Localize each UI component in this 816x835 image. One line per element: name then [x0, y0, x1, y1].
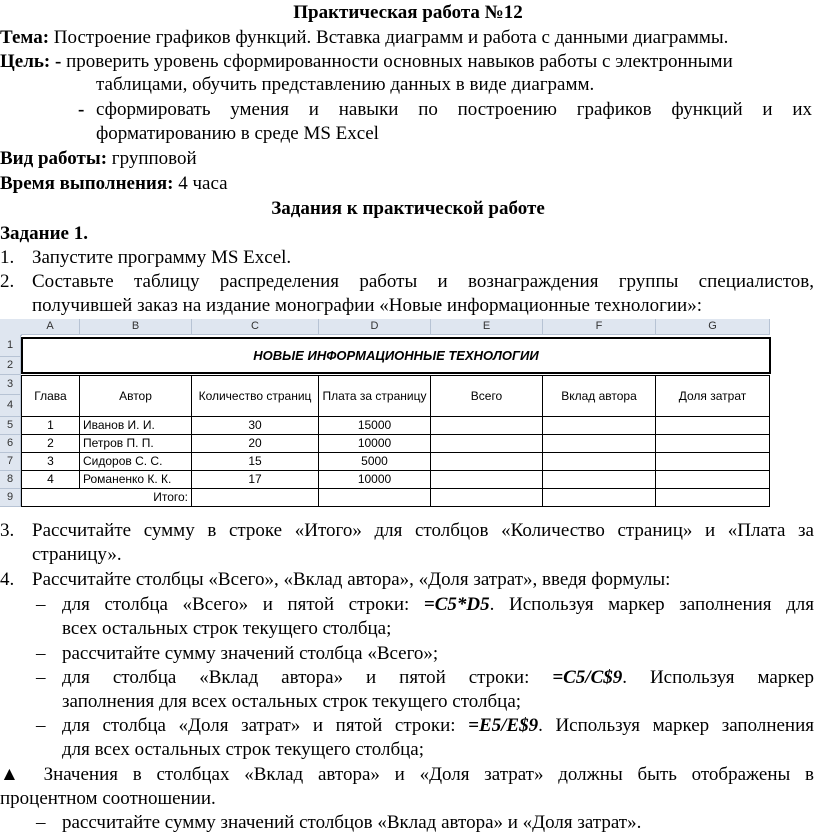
- column-header-e[interactable]: E: [431, 319, 543, 335]
- sub-text: . Используя маркер заполнения для: [489, 594, 815, 615]
- goal-dash-2: -: [78, 99, 85, 120]
- table-header-cell[interactable]: Глава: [21, 375, 80, 417]
- note-cont: процентном соотношении.: [0, 788, 216, 809]
- table-cell[interactable]: 15: [192, 453, 319, 471]
- column-header-a[interactable]: A: [21, 319, 80, 335]
- sub1-cont: всех остальных строк текущего столбца;: [62, 618, 392, 639]
- table-header-cell[interactable]: Плата за страницу: [319, 375, 431, 417]
- goal-dash: -: [50, 51, 67, 72]
- sub-text: для столбца «Вклад автора» и пятой строки:: [62, 667, 553, 688]
- doc-title: Практическая работа №12: [293, 2, 523, 23]
- task1-label: Задание 1.: [0, 223, 88, 244]
- total-label-cell[interactable]: Итого:: [21, 489, 192, 507]
- goal-label: Цель:: [0, 51, 51, 72]
- sub-item-text: рассчитайте сумму значений столбца «Всего»;: [62, 643, 439, 664]
- table-cell[interactable]: [656, 471, 770, 489]
- table-cell[interactable]: [431, 417, 543, 435]
- column-header-f[interactable]: F: [543, 319, 656, 335]
- row-header-7[interactable]: 7: [0, 453, 21, 471]
- table-cell[interactable]: 17: [192, 471, 319, 489]
- total-cell[interactable]: [319, 489, 431, 507]
- goal-text-2b: форматированию в среде MS Excel: [96, 123, 379, 144]
- time-label: Время выполнения:: [0, 173, 174, 194]
- column-header-b[interactable]: B: [80, 319, 192, 335]
- row-header-6[interactable]: 6: [0, 435, 21, 453]
- dash-marker: –: [36, 643, 46, 664]
- item-number: 1.: [0, 247, 15, 268]
- table-cell[interactable]: 4: [21, 471, 80, 489]
- dash-marker: –: [36, 667, 46, 688]
- table-cell[interactable]: [431, 471, 543, 489]
- sub-item-text: рассчитайте сумму значений столбцов «Вклад автора» и «Доля затрат».: [62, 812, 642, 833]
- time-value: 4 часа: [173, 173, 228, 194]
- row-header-8[interactable]: 8: [0, 471, 21, 489]
- row-header-5[interactable]: 5: [0, 417, 21, 435]
- worktype-value: групповой: [107, 148, 197, 169]
- table-cell[interactable]: [543, 453, 656, 471]
- sub-text: . Используя маркер заполнения: [538, 715, 814, 736]
- item-number: 4.: [0, 569, 15, 590]
- select-all-corner[interactable]: [0, 319, 22, 336]
- spreadsheet: [0, 319, 770, 516]
- total-cell[interactable]: [192, 489, 319, 507]
- sub-item-text: [62, 594, 814, 616]
- item-text: Рассчитайте сумму в строке «Итого» для столбцов «Количество страниц» и «Плата за: [32, 520, 814, 541]
- table-cell[interactable]: [543, 417, 656, 435]
- topic-label: Тема:: [0, 27, 50, 48]
- table-header-cell[interactable]: Количество страниц: [192, 375, 319, 417]
- table-title: НОВЫЕ ИНФОРМАЦИОННЫЕ ТЕХНОЛОГИИ: [21, 337, 771, 374]
- row-header-1[interactable]: 1: [0, 335, 21, 357]
- sub-text: . Используя маркер: [622, 667, 815, 688]
- table-cell[interactable]: 5000: [319, 453, 431, 471]
- table-cell[interactable]: Романенко К. К.: [80, 471, 192, 489]
- table-cell[interactable]: [543, 435, 656, 453]
- table-cell[interactable]: 30: [192, 417, 319, 435]
- table-cell[interactable]: [431, 435, 543, 453]
- column-header-g[interactable]: G: [656, 319, 770, 335]
- table-header-cell[interactable]: Автор: [80, 375, 192, 417]
- time-line: [0, 173, 816, 195]
- formula: =C5/C$9: [552, 667, 623, 688]
- row-header-9[interactable]: 9: [0, 489, 21, 507]
- column-header-d[interactable]: D: [319, 319, 431, 335]
- table-cell[interactable]: 20: [192, 435, 319, 453]
- item-text: Рассчитайте столбцы «Всего», «Вклад автора», «Доля затрат», введя формулы:: [32, 569, 671, 590]
- table-cell[interactable]: 15000: [319, 417, 431, 435]
- item-text: Запустите программу MS Excel.: [32, 247, 292, 268]
- sub-item-text: [62, 715, 814, 737]
- row-header-3[interactable]: 3: [0, 375, 21, 395]
- item-number: 2.: [0, 271, 15, 292]
- item3-text-cont: страницу».: [32, 544, 122, 565]
- table-cell[interactable]: [543, 471, 656, 489]
- dash-marker: –: [36, 594, 46, 615]
- total-cell[interactable]: [656, 489, 770, 507]
- item-text: Составьте таблицу распределения работы и вознаграждения группы специалистов,: [32, 271, 814, 292]
- goal-text-1b: таблицами, обучить представлению данных в виде диаграмм.: [96, 74, 595, 95]
- sub-item-text: [62, 667, 814, 689]
- row-header-4[interactable]: 4: [0, 395, 21, 417]
- dash-marker: –: [36, 715, 46, 736]
- worktype-line: [0, 148, 816, 170]
- sub4-cont: для всех остальных строк текущего столбца;: [62, 739, 425, 760]
- table-cell[interactable]: [431, 453, 543, 471]
- goal-text-1a: проверить уровень сформированности основных навыков работы с электронными: [66, 51, 733, 72]
- topic-text: Построение графиков функций. Вставка диаграмм и работа с данными диаграммы.: [49, 27, 729, 48]
- row-header-2[interactable]: 2: [0, 357, 21, 375]
- dash-marker: –: [36, 812, 46, 833]
- total-cell[interactable]: [431, 489, 543, 507]
- table-cell[interactable]: [656, 435, 770, 453]
- formula: =E5/E$9: [468, 715, 539, 736]
- worktype-label: Вид работы:: [0, 148, 108, 169]
- goal-text-2a: сформировать умения и навыки по построению графиков функций и их: [96, 99, 812, 120]
- goal-line-1: [0, 51, 816, 73]
- topic-line: [0, 27, 816, 49]
- tasks-heading: Задания к практической работе: [271, 198, 545, 219]
- item-number: 3.: [0, 520, 15, 541]
- item2-text-cont: получившей заказ на издание монографии «Новые информационные технологии»:: [32, 295, 703, 316]
- table-cell[interactable]: 10000: [319, 471, 431, 489]
- table-cell[interactable]: 1: [21, 417, 80, 435]
- table-cell[interactable]: 3: [21, 453, 80, 471]
- sub3-cont: заполнения для всех остальных строк текущего столбца;: [62, 691, 522, 712]
- table-cell[interactable]: Иванов И. И.: [80, 417, 192, 435]
- table-cell[interactable]: Сидоров С. С.: [80, 453, 192, 471]
- total-cell[interactable]: [543, 489, 656, 507]
- table-cell[interactable]: 10000: [319, 435, 431, 453]
- note-text: ▲ Значения в столбцах «Вклад автора» и «Доля затрат» должны быть отображены в: [0, 764, 814, 785]
- formula: =C5*D5: [423, 594, 490, 615]
- sub-text: для столбца «Всего» и пятой строки:: [62, 594, 424, 615]
- column-header-c[interactable]: C: [192, 319, 319, 335]
- sub-text: для столбца «Доля затрат» и пятой строки:: [62, 715, 469, 736]
- table-header-cell[interactable]: Вклад автора: [543, 375, 656, 417]
- table-cell[interactable]: [656, 453, 770, 471]
- table-cell[interactable]: 2: [21, 435, 80, 453]
- table-cell[interactable]: Петров П. П.: [80, 435, 192, 453]
- table-header-cell[interactable]: Всего: [431, 375, 543, 417]
- table-header-cell[interactable]: Доля затрат: [656, 375, 770, 417]
- table-cell[interactable]: [656, 417, 770, 435]
